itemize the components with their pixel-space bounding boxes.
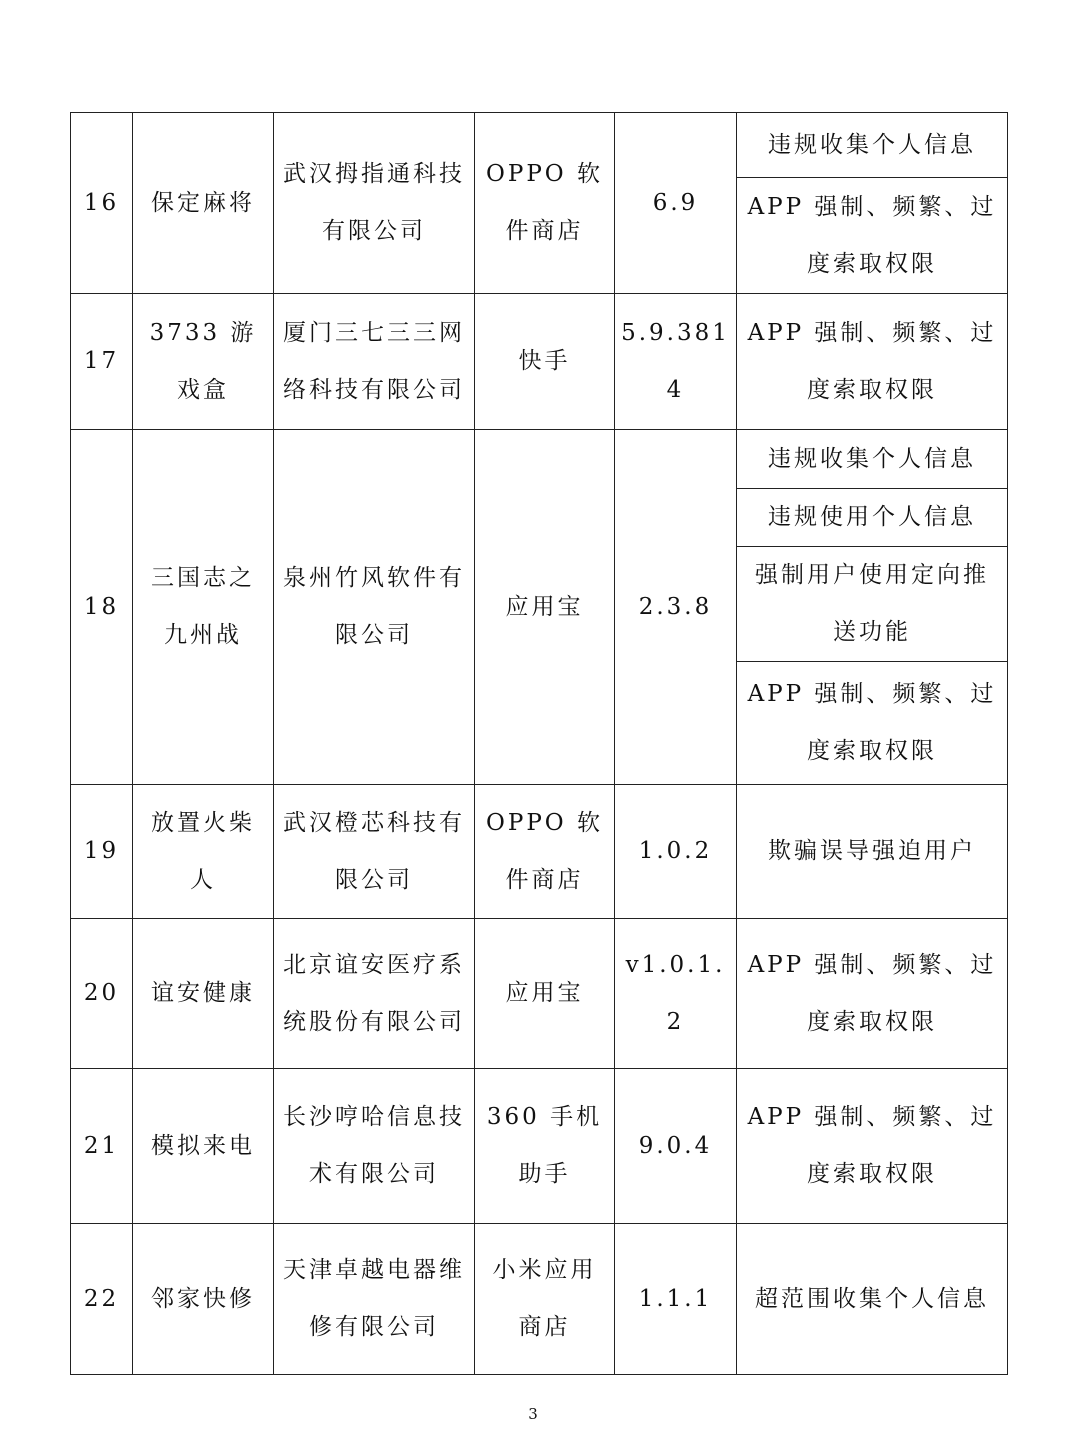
app-store: 快手	[475, 294, 615, 430]
issue-cell: APP 强制、频繁、过度索取权限	[737, 178, 1008, 294]
app-version: v1.0.1.2	[615, 919, 737, 1069]
app-name: 保定麻将	[133, 113, 274, 294]
company-name: 武汉拇指通科技有限公司	[274, 113, 475, 294]
table-row	[71, 113, 1008, 178]
app-store: OPPO 软件商店	[475, 113, 615, 294]
row-number: 18	[71, 430, 133, 785]
app-version: 5.9.3814	[615, 294, 737, 430]
row-number: 16	[71, 113, 133, 294]
table-row	[71, 294, 1008, 430]
issue-cell: APP 强制、频繁、过度索取权限	[737, 662, 1008, 785]
table-row	[71, 1069, 1008, 1224]
table-row	[71, 1224, 1008, 1375]
company-name: 北京谊安医疗系统股份有限公司	[274, 919, 475, 1069]
row-number: 22	[71, 1224, 133, 1375]
app-store: 360 手机助手	[475, 1069, 615, 1224]
issue-cell: APP 强制、频繁、过度索取权限	[737, 294, 1008, 430]
app-store: OPPO 软件商店	[475, 785, 615, 919]
app-name: 三国志之九州战	[133, 430, 274, 785]
app-name: 3733 游戏盒	[133, 294, 274, 430]
table-row	[71, 785, 1008, 919]
app-version: 9.0.4	[615, 1069, 737, 1224]
app-version: 1.0.2	[615, 785, 737, 919]
issue-cell: 违规收集个人信息	[737, 113, 1008, 178]
page-number: 3	[528, 1405, 538, 1423]
issue-cell: 欺骗误导强迫用户	[737, 785, 1008, 919]
app-version: 6.9	[615, 113, 737, 294]
row-number: 21	[71, 1069, 133, 1224]
app-store: 应用宝	[475, 919, 615, 1069]
issue-cell: 违规收集个人信息	[737, 430, 1008, 489]
issue-cell: APP 强制、频繁、过度索取权限	[737, 1069, 1008, 1224]
app-violation-table	[70, 112, 1008, 1375]
app-version: 1.1.1	[615, 1224, 737, 1375]
company-name: 厦门三七三三网络科技有限公司	[274, 294, 475, 430]
row-number: 19	[71, 785, 133, 919]
app-name: 谊安健康	[133, 919, 274, 1069]
app-store: 小米应用商店	[475, 1224, 615, 1375]
app-version: 2.3.8	[615, 430, 737, 785]
table-row	[71, 919, 1008, 1069]
app-name: 放置火柴人	[133, 785, 274, 919]
app-store: 应用宝	[475, 430, 615, 785]
issue-cell: 违规使用个人信息	[737, 489, 1008, 547]
issue-cell: APP 强制、频繁、过度索取权限	[737, 919, 1008, 1069]
company-name: 天津卓越电器维修有限公司	[274, 1224, 475, 1375]
table-row	[71, 430, 1008, 489]
app-name: 模拟来电	[133, 1069, 274, 1224]
row-number: 17	[71, 294, 133, 430]
app-name: 邻家快修	[133, 1224, 274, 1375]
issue-cell: 超范围收集个人信息	[737, 1224, 1008, 1375]
issue-cell: 强制用户使用定向推送功能	[737, 547, 1008, 662]
company-name: 长沙哼哈信息技术有限公司	[274, 1069, 475, 1224]
company-name: 泉州竹风软件有限公司	[274, 430, 475, 785]
row-number: 20	[71, 919, 133, 1069]
company-name: 武汉橙芯科技有限公司	[274, 785, 475, 919]
